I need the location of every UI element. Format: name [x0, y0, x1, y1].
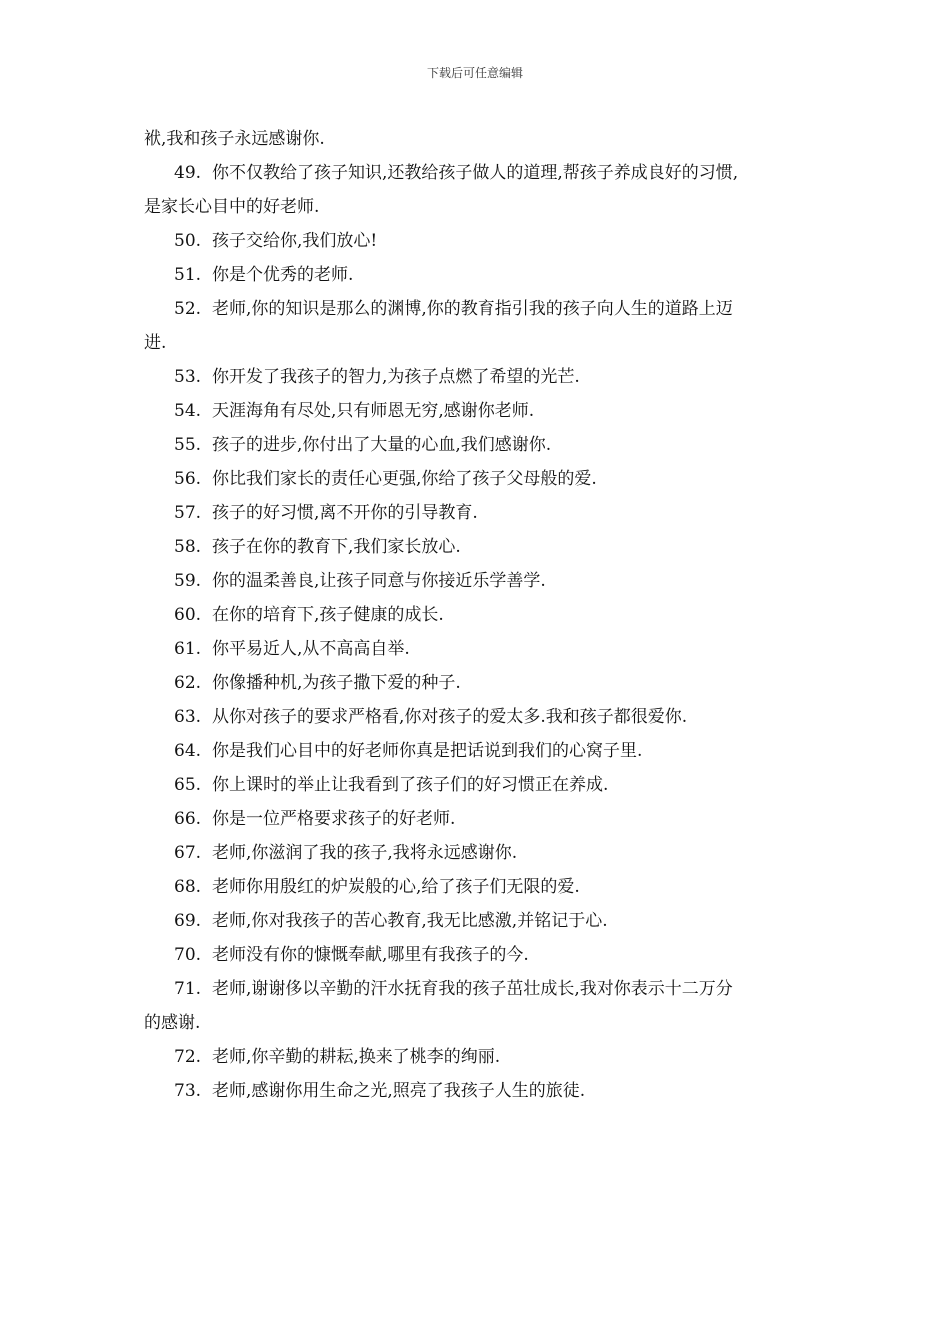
item-text: 从你对孩子的要求严格看,你对孩子的爱太多.我和孩子都很爱你.	[212, 707, 688, 727]
item-text: 在你的培育下,孩子健康的成长.	[212, 605, 444, 625]
page-header: 下载后可任意编辑	[426, 66, 523, 80]
item-number: 72.	[174, 1047, 202, 1067]
item-text: 老师你用殷红的炉炭般的心,给了孩子们无限的爱.	[212, 877, 580, 897]
item-text: 老师没有你的慷慨奉献,哪里有我孩子的今.	[212, 945, 529, 965]
item-number: 61.	[174, 639, 202, 659]
document-line	[144, 360, 816, 394]
item-text: 是家长心目中的好老师.	[144, 197, 320, 217]
item-number: 67.	[174, 843, 202, 863]
document-line	[144, 768, 816, 802]
item-number: 70.	[174, 945, 202, 965]
document-line	[144, 598, 816, 632]
item-number: 57.	[174, 503, 202, 523]
document-line	[144, 1074, 816, 1108]
item-number: 56.	[174, 469, 202, 489]
item-text: 天涯海角有尽处,只有师恩无穷,感谢你老师.	[212, 401, 535, 421]
item-text: 进.	[144, 333, 167, 353]
document-line	[144, 190, 816, 224]
document-line	[144, 530, 816, 564]
document-line	[144, 938, 816, 972]
document-line	[144, 1040, 816, 1074]
document-line	[144, 462, 816, 496]
item-number: 63.	[174, 707, 202, 727]
item-number: 62.	[174, 673, 202, 693]
item-text: 你比我们家长的责任心更强,你给了孩子父母般的爱.	[212, 469, 597, 489]
document-line	[144, 292, 816, 326]
document-line	[144, 972, 816, 1006]
item-text: 老师,感谢你用生命之光,照亮了我孩子人生的旅徒.	[212, 1081, 586, 1101]
item-text: 的感谢.	[144, 1013, 201, 1033]
document-line	[144, 496, 816, 530]
document-line	[144, 700, 816, 734]
item-number: 73.	[174, 1081, 202, 1101]
document-line	[144, 802, 816, 836]
item-number: 53.	[174, 367, 202, 387]
document-line	[144, 394, 816, 428]
document-line	[144, 836, 816, 870]
item-text: 你是个优秀的老师.	[212, 265, 354, 285]
item-text: 你平易近人,从不高高自举.	[212, 639, 410, 659]
document-line	[144, 904, 816, 938]
item-text: 老师,你的知识是那么的渊博,你的教育指引我的孩子向人生的道路上迈	[212, 299, 733, 319]
document-line	[144, 564, 816, 598]
item-text: 你开发了我孩子的智力,为孩子点燃了希望的光芒.	[212, 367, 580, 387]
item-number: 55.	[174, 435, 202, 455]
item-text: 老师,你滋润了我的孩子,我将永远感谢你.	[212, 843, 518, 863]
document-line	[144, 1006, 816, 1040]
item-number: 69.	[174, 911, 202, 931]
item-text: 你上课时的举止让我看到了孩子们的好习惯正在养成.	[212, 775, 609, 795]
item-text: 孩子的好习惯,离不开你的引导教育.	[212, 503, 478, 523]
document-line	[144, 428, 816, 462]
item-text: 你是一位严格要求孩子的好老师.	[212, 809, 456, 829]
item-text: 你的温柔善良,让孩子同意与你接近乐学善学.	[212, 571, 546, 591]
item-number: 64.	[174, 741, 202, 761]
item-number: 49.	[174, 163, 202, 183]
item-text: 孩子的进步,你付出了大量的心血,我们感谢你.	[212, 435, 552, 455]
document-line	[144, 156, 816, 190]
item-text: 老师,谢谢侈以辛勤的汗水抚育我的孩子茁壮成长,我对你表示十二万分	[212, 979, 733, 999]
document-body	[144, 122, 816, 1108]
document-line	[144, 632, 816, 666]
item-number: 52.	[174, 299, 202, 319]
document-line	[144, 326, 816, 360]
item-text: 袱,我和孩子永远感谢你.	[144, 129, 325, 149]
document-line	[144, 666, 816, 700]
item-number: 50.	[174, 231, 202, 251]
item-number: 54.	[174, 401, 202, 421]
item-text: 你是我们心目中的好老师你真是把话说到我们的心窝子里.	[212, 741, 643, 761]
item-number: 58.	[174, 537, 202, 557]
item-number: 60.	[174, 605, 202, 625]
item-number: 68.	[174, 877, 202, 897]
item-text: 孩子交给你,我们放心!	[212, 231, 378, 251]
item-text: 你像播种机,为孩子撒下爱的种子.	[212, 673, 461, 693]
document-line	[144, 258, 816, 292]
item-number: 66.	[174, 809, 202, 829]
document-line	[144, 734, 816, 768]
document-line	[144, 870, 816, 904]
document-line	[144, 224, 816, 258]
item-number: 65.	[174, 775, 202, 795]
item-text: 你不仅教给了孩子知识,还教给孩子做人的道理,帮孩子养成良好的习惯,	[212, 163, 739, 183]
item-text: 老师,你对我孩子的苦心教育,我无比感激,并铭记于心.	[212, 911, 608, 931]
document-line	[144, 122, 816, 156]
item-text: 老师,你辛勤的耕耘,换来了桃李的绚丽.	[212, 1047, 501, 1067]
item-number: 71.	[174, 979, 202, 999]
item-number: 51.	[174, 265, 202, 285]
item-text: 孩子在你的教育下,我们家长放心.	[212, 537, 461, 557]
item-number: 59.	[174, 571, 202, 591]
